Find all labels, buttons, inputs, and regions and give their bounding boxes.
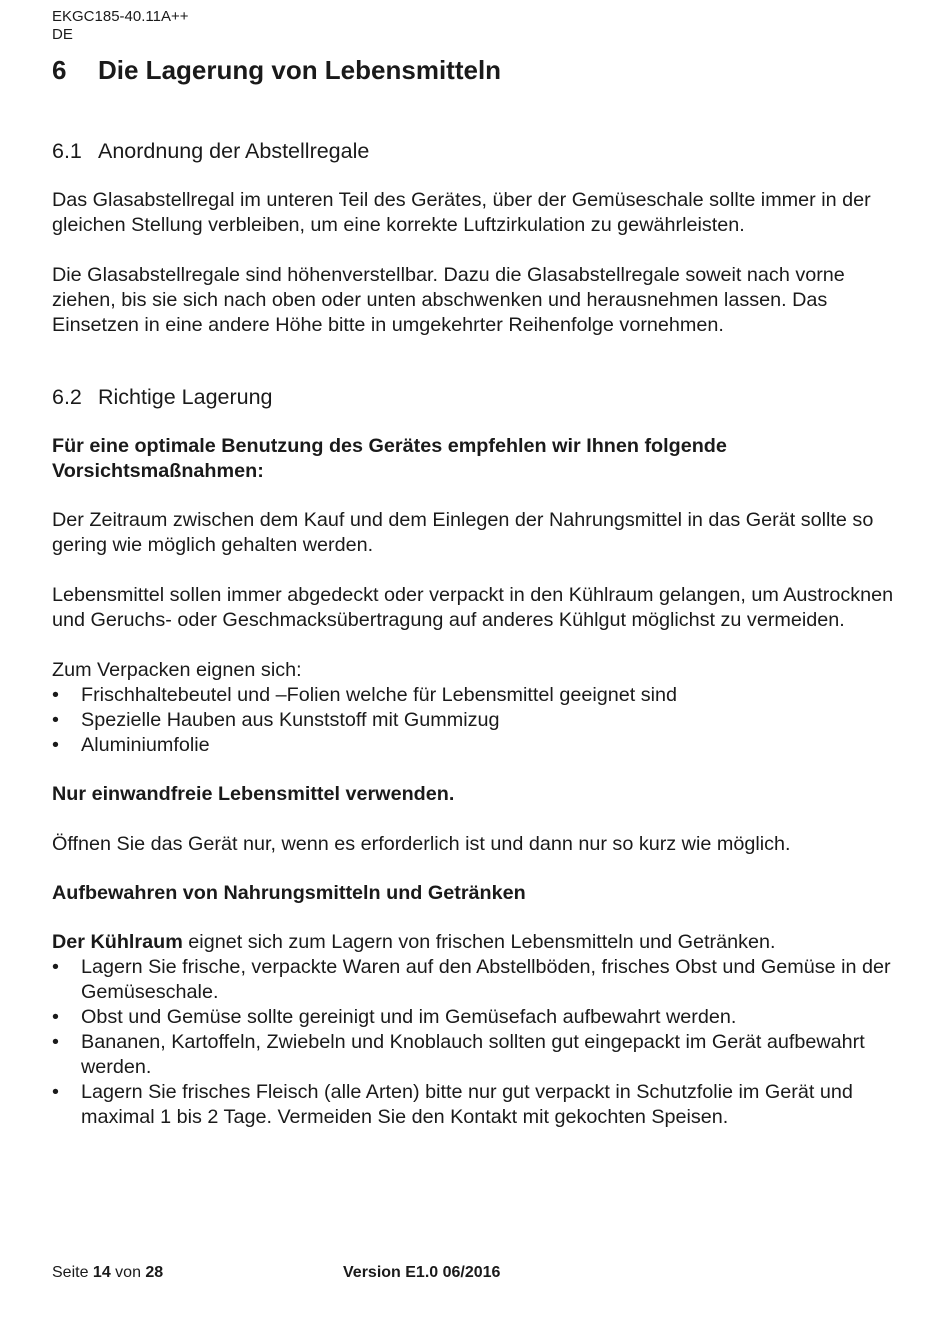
paragraph-text: eignet sich zum Lagern von frischen Lebensmitteln und Getränken. <box>182 931 776 953</box>
list-item-text: Bananen, Kartoffeln, Zwiebeln und Knoblauch sollten gut eingepackt im Gerät aufbewahrt werden. <box>81 1031 865 1078</box>
bullet-icon: • <box>52 956 59 978</box>
section-title: Richtige Lagerung <box>98 385 273 409</box>
page-separator: von <box>110 1264 146 1281</box>
list-item <box>52 955 912 1005</box>
page-current: 14 <box>92 1264 111 1281</box>
section-heading-6-1 <box>52 138 912 164</box>
list-item-text: Aluminiumfolie <box>81 734 210 756</box>
paragraph: Das Glasabstellregal im unteren Teil des Gerätes, über der Gemüseschale sollte immer in der gleichen Stellung verbleiben, um eine korrekte Luftzirkulation zu gewährleisten. <box>52 189 871 236</box>
document-page <box>52 8 912 1130</box>
bullet-icon: • <box>52 734 59 756</box>
doc-language: DE <box>52 26 73 43</box>
paragraph: Öffnen Sie das Gerät nur, wenn es erforderlich ist und dann nur so kurz wie möglich. <box>52 833 791 855</box>
bullet-icon: • <box>52 1081 59 1103</box>
bold-intro: Für eine optimale Benutzung des Gerätes empfehlen wir Ihnen folgende Vorsichtsmaßnahmen: <box>52 435 727 482</box>
bold-notice: Nur einwandfreie Lebensmittel verwenden. <box>52 783 455 805</box>
list-item-text: Obst und Gemüse sollte gereinigt und im Gemüsefach aufbewahrt werden. <box>81 1006 737 1028</box>
bullet-icon: • <box>52 709 59 731</box>
paragraph <box>52 930 912 955</box>
list-item-text: Lagern Sie frisches Fleisch (alle Arten) bitte nur gut verpackt in Schutzfolie im Gerät und maximal 1 bis 2 Tage. Vermeiden Sie den Kontakt mit gekochten Speisen. <box>81 1081 853 1128</box>
paragraph: Lebensmittel sollen immer abgedeckt oder verpackt in den Kühlraum gelangen, um Austrocknen und Geruchs- oder Geschmacksübertragung auf anderes Kühlgut möglichst zu vermeiden. <box>52 584 894 631</box>
section-number: 6.1 <box>52 139 82 163</box>
paragraph: Der Zeitraum zwischen dem Kauf und dem Einlegen der Nahrungsmittel in das Gerät sollte so gering wie möglich gehalten werden. <box>52 509 874 556</box>
list-item <box>52 708 912 733</box>
bullet-icon: • <box>52 1006 59 1028</box>
list-intro: Zum Verpacken eignen sich: <box>52 659 302 681</box>
bold-term: Der Kühlraum <box>52 931 183 953</box>
section-title: Anordnung der Abstellregale <box>98 139 370 163</box>
section-heading-6-2 <box>52 384 912 410</box>
doc-code: EKGC185-40.11A++ <box>52 8 189 25</box>
list-item-text: Spezielle Hauben aus Kunststoff mit Gummizug <box>81 709 500 731</box>
version-label: Version E1.0 06/2016 <box>343 1264 501 1281</box>
chapter-number: 6 <box>52 55 67 85</box>
list-item <box>52 1005 912 1030</box>
bullet-icon: • <box>52 684 59 706</box>
packaging-list <box>52 683 912 758</box>
list-item <box>52 1080 912 1130</box>
fridge-list <box>52 955 912 1130</box>
list-item-text: Frischhaltebeutel und –Folien welche für Lebensmittel geeignet sind <box>81 684 677 706</box>
subheading: Aufbewahren von Nahrungsmitteln und Getränken <box>52 882 526 904</box>
list-item <box>52 683 912 708</box>
page-footer <box>52 1263 501 1283</box>
bullet-icon: • <box>52 1031 59 1053</box>
chapter-heading <box>52 54 912 86</box>
list-item <box>52 733 912 758</box>
page-total: 28 <box>145 1264 164 1281</box>
list-item <box>52 1030 912 1080</box>
paragraph: Die Glasabstellregale sind höhenverstellbar. Dazu die Glasabstellregale soweit nach vorne ziehen, bis sie sich nach oben oder unten abschwenken und herausnehmen lassen. Das Einsetzen in eine andere Höhe bitte in umgekehrter Reihenfolge vornehmen. <box>52 264 845 336</box>
chapter-title: Die Lagerung von Lebensmitteln <box>98 55 502 85</box>
section-number: 6.2 <box>52 385 82 409</box>
list-item-text: Lagern Sie frische, verpackte Waren auf den Abstellböden, frisches Obst und Gemüse in der Gemüseschale. <box>81 956 891 1003</box>
page-label: Seite <box>52 1264 93 1281</box>
